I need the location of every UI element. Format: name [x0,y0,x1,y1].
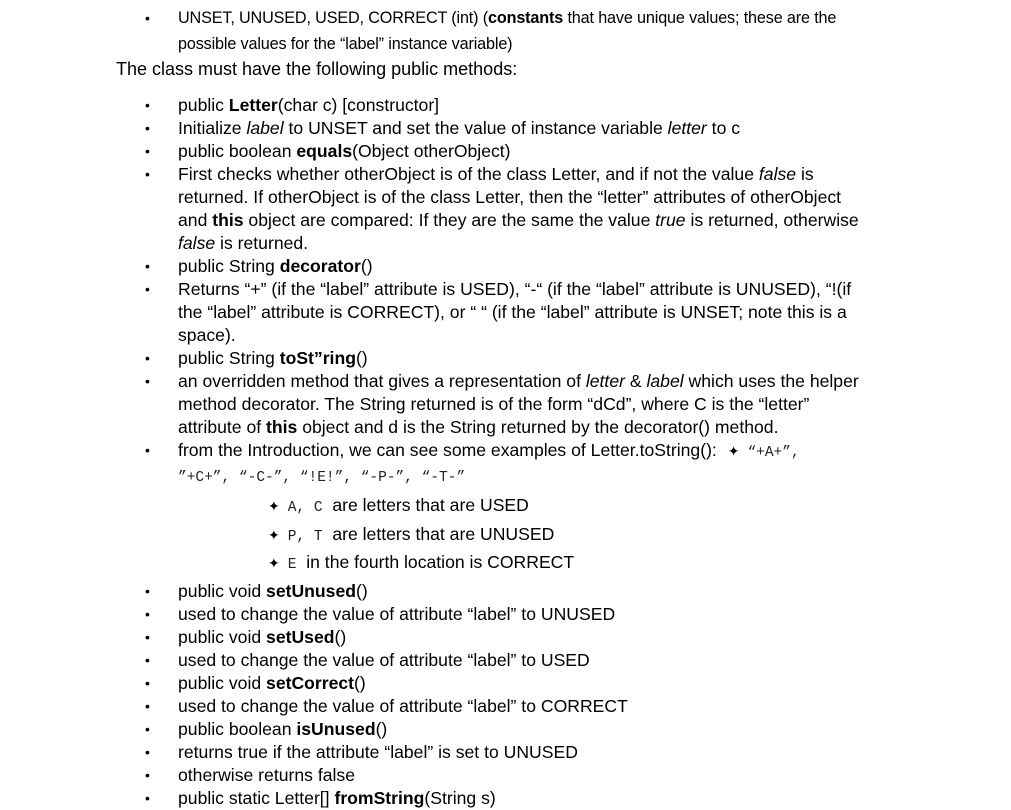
set-correct-description: used to change the value of attribute “label” to CORRECT [178,696,628,716]
text: (char c) [constructor] [277,95,440,115]
code-letters: E [287,557,297,573]
bullet: • [145,97,150,113]
equals-description-2: returned. If otherObject is of the class Letter, then the “letter” attributes of otherObject [178,187,842,207]
text: from the Introduction, we can see some examples of Letter.toString(): [178,440,717,460]
equals-description-1 [178,163,814,186]
bullet: • [145,258,150,274]
text: is returned. [215,233,309,253]
text: that have unique values; these are the [563,9,837,27]
method-name: toSt”ring [279,348,356,368]
method-name: setUnused [266,581,356,601]
constructor-description [178,117,740,140]
method-equals [178,140,511,163]
tostring-description-1 [178,370,859,393]
text: public static Letter[] [178,788,335,808]
text: () [375,719,388,739]
text: attribute of [178,417,267,437]
constants-line-2: possible values for the “label” instance variable) [178,35,513,53]
text: UNSET, UNUSED, USED, CORRECT (int) ( [178,9,488,27]
code-examples: ”+C+”, “-C-”, “!E!”, “-P-”, “-T-” [178,470,466,486]
bullet: • [145,442,150,458]
bold-term: this [212,210,244,230]
text: in the fourth location is CORRECT [306,552,575,572]
text: public void [178,627,267,647]
bullet: • [145,698,150,714]
text: is returned, otherwise [685,210,859,230]
text: object are compared: If they are the same the value [243,210,656,230]
code-letters: P, T [287,529,323,545]
italic-term: false [758,164,797,184]
text: public void [178,673,267,693]
bullet: • [145,629,150,645]
code-example: “+A+”, [747,445,800,461]
method-set-correct [178,672,366,695]
text: () [360,256,373,276]
equals-description-3 [178,209,859,232]
text: and [178,210,213,230]
bullet: • [145,652,150,668]
text: (String s) [424,788,496,808]
bold-term: constants [488,9,564,27]
code-letters: A, C [287,500,323,516]
example-subitem [268,523,554,549]
method-set-used [178,626,346,649]
text: public String [178,256,280,276]
bullet: • [145,281,150,297]
example-subitem [268,551,574,577]
star-bullet-icon: ✦ [268,555,280,571]
bullet: • [145,166,150,182]
method-name: setUsed [266,627,335,647]
star-bullet-icon: ✦ [268,498,280,514]
italic-term: true [655,210,686,230]
equals-description-4 [178,232,308,255]
decorator-description-3: space). [178,325,236,345]
method-name: isUnused [296,719,376,739]
bullet: • [145,143,150,159]
text: () [354,673,366,693]
bullet: • [145,675,150,691]
text: public boolean [178,719,297,739]
text: which uses the helper [683,371,859,391]
example-subitem [268,494,529,520]
method-name: setCorrect [266,673,355,693]
method-decorator [178,255,373,278]
bullet: • [145,583,150,599]
text: are letters that are USED [332,495,529,515]
bullet: • [145,744,150,760]
bold-term: this [266,417,298,437]
text: () [334,627,347,647]
bullet: • [145,10,150,26]
set-unused-description: used to change the value of attribute “label” to UNUSED [178,604,616,624]
italic-term: label [646,371,684,391]
decorator-description-2: the “label” attribute is CORRECT), or “ “ (if the “label” attribute is UNSET; note this is a [178,302,847,322]
text: First checks whether otherObject is of the class Letter, and if not the value [178,164,759,184]
italic-term: letter [585,371,625,391]
method-name: equals [296,141,353,161]
bullet: • [145,373,150,389]
text: public boolean [178,141,297,161]
method-tostring [178,347,368,370]
bullet: • [145,721,150,737]
tostring-description-2: method decorator. The String returned is of the form “dCd”, where C is the “letter” [178,394,810,414]
bullet: • [145,767,150,783]
text: to UNSET and set the value of instance variable [283,118,668,138]
bullet: • [145,790,150,806]
star-bullet-icon: ✦ [727,443,740,459]
text: to c [706,118,741,138]
text: public [178,95,229,115]
bullet: • [145,120,150,136]
text: public String [178,348,280,368]
examples-intro [178,439,800,465]
method-name: fromString [334,788,425,808]
methods-intro: The class must have the following public methods: [116,59,518,79]
text: () [355,348,368,368]
star-bullet-icon: ✦ [268,527,280,543]
is-unused-description: returns true if the attribute “label” is set to UNUSED [178,742,578,762]
decorator-description-1: Returns “+” (if the “label” attribute is USED), “-“ (if the “label” attribute is UNUSED), “!(if [178,279,852,299]
text: is [796,164,814,184]
text: Initialize [178,118,247,138]
text: are letters that are UNUSED [332,524,555,544]
method-name: Letter [228,95,278,115]
method-name: decorator [279,256,361,276]
set-used-description: used to change the value of attribute “label” to USED [178,650,590,670]
text: an overridden method that gives a representation of [178,371,586,391]
examples-list [178,464,465,490]
method-is-unused [178,718,387,741]
bullet: • [145,606,150,622]
text: (Object otherObject) [352,141,511,161]
text: public void [178,581,267,601]
text: () [355,581,368,601]
text: & [624,371,647,391]
is-unused-else: otherwise returns false [178,765,355,785]
method-constructor [178,94,439,117]
text: object and d is the String returned by the decorator() method. [297,417,779,437]
italic-term: letter [667,118,707,138]
bullet: • [145,350,150,366]
italic-term: label [246,118,284,138]
tostring-description-3 [178,416,778,439]
constants-line-1 [178,7,836,30]
italic-term: false [178,233,216,253]
method-set-unused [178,580,368,603]
